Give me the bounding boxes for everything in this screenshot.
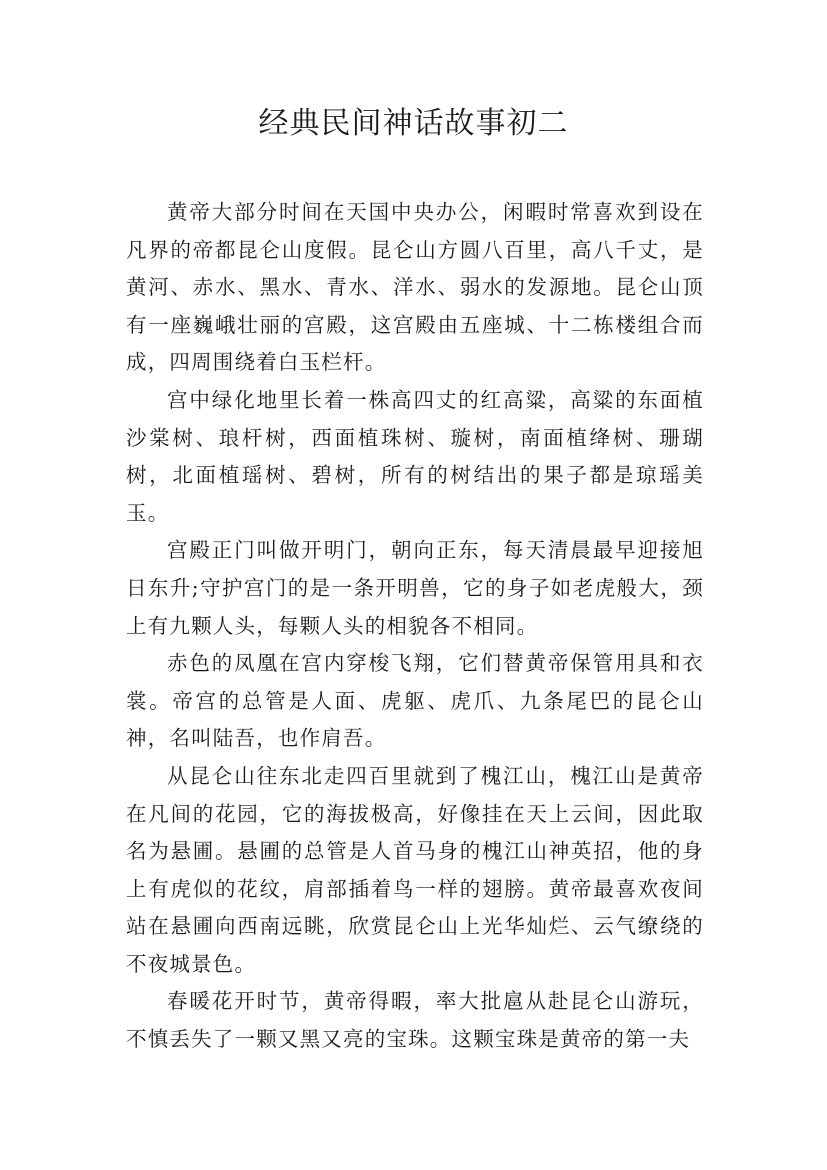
- paragraph-2: 宫中绿化地里长着一株高四丈的红高粱，高粱的东面植沙棠树、琅杆树，西面植珠树、璇树，南面植绛树、珊瑚树，北面植瑶树、碧树，所有的树结出的果子都是琼瑶美玉。: [126, 387, 704, 525]
- paragraph-1: 黄帝大部分时间在天国中央办公，闲暇时常喜欢到设在凡界的帝都昆仑山度假。昆仑山方圆八百里，高八千丈，是黄河、赤水、黑水、青水、洋水、弱水的发源地。昆仑山顶有一座巍峨壮丽的宫殿，这宫殿由五座城、十二栋楼组合而成，四周围绕着白玉栏杆。: [126, 200, 704, 375]
- document-title: 经典民间神话故事初二: [258, 106, 569, 141]
- paragraph-5: 从昆仑山往东北走四百里就到了槐江山，槐江山是黄帝在凡间的花园，它的海拔极高，好像挂在天上云间，因此取名为悬圃。悬圃的总管是人首马身的槐江山神英招，他的身上有虎似的花纹，肩部插着鸟一样的翅膀。黄帝最喜欢夜间站在悬圃向西南远眺，欣赏昆仑山上光华灿烂、云气缭绕的不夜城景色。: [126, 763, 704, 976]
- paragraph-3: 宫殿正门叫做开明门，朝向正东，每天清晨最早迎接旭日东升;守护宫门的是一条开明兽，它的身子如老虎般大，颈上有九颗人头，每颗人头的相貌各不相同。: [126, 538, 704, 638]
- paragraph-6: 春暖花开时节，黄帝得暇，率大批扈从赴昆仑山游玩，不慎丢失了一颗又黑又亮的宝珠。这颗宝珠是黄帝的第一夫: [126, 989, 704, 1052]
- paragraph-4: 赤色的凤凰在宫内穿梭飞翔，它们替黄帝保管用具和衣裳。帝宫的总管是人面、虎躯、虎爪、九条尾巴的昆仑山神，名叫陆吾，也作肩吾。: [126, 651, 704, 751]
- document-body: [126, 194, 704, 1059]
